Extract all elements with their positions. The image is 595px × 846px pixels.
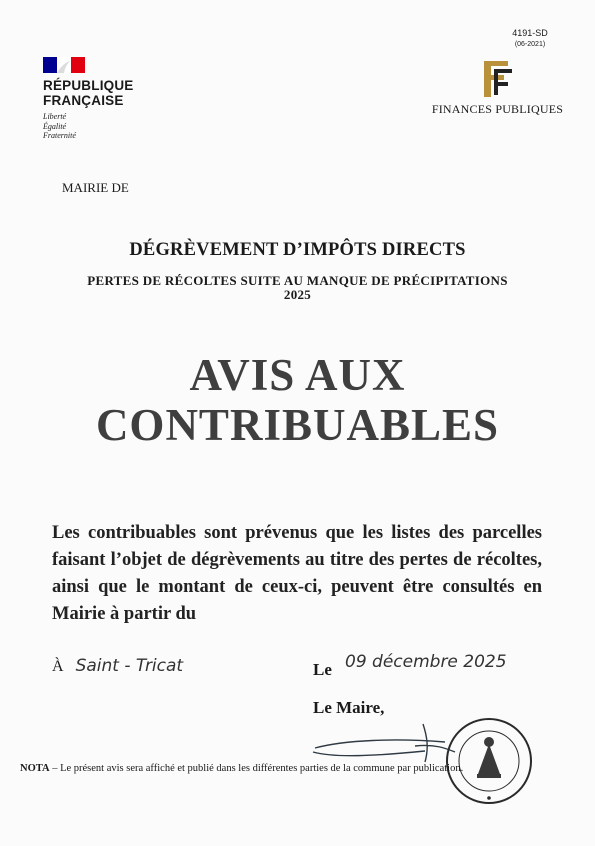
avis-line-1: AVIS AUX xyxy=(189,350,406,400)
subtitle-line-1: PERTES DE RÉCOLTES SUITE AU MANQUE DE PRÉCIPITATIONS xyxy=(87,273,508,288)
nota-line xyxy=(20,763,463,774)
date-handwritten: 09 décembre 2025 xyxy=(345,652,507,672)
document-title: DÉGRÈVEMENT D’IMPÔTS DIRECTS xyxy=(129,240,466,260)
notice-body: Les contribuables sont prévenus que les listes des parcelles faisant l’objet de dégrèvements au titre des pertes de récoltes, ainsi que le montant de ceux-ci, peuvent être consultés en Mairie à partir du xyxy=(52,523,542,624)
mairie-label: MAIRIE DE xyxy=(62,180,129,195)
finances-publiques-label: FINANCES PUBLIQUES xyxy=(431,102,564,116)
subtitle-line-2: 2025 xyxy=(283,287,312,302)
finances-publiques-logo-icon xyxy=(478,57,514,99)
republic-line-1: RÉPUBLIQUE xyxy=(43,78,134,93)
place-handwritten: Saint - Tricat xyxy=(75,656,184,676)
republique-francaise-logo xyxy=(43,78,134,108)
form-version: (06-2021) xyxy=(514,41,546,48)
motto-fraternite: Fraternité xyxy=(43,131,76,140)
document-subtitle xyxy=(40,274,555,302)
nota-label: NOTA xyxy=(20,763,50,774)
date-prefix: Le xyxy=(313,660,332,679)
form-number: 4191-SD xyxy=(512,28,548,38)
republic-motto xyxy=(43,112,76,141)
signature-icon xyxy=(305,718,460,766)
place-line xyxy=(52,656,183,676)
motto-liberte: Liberté xyxy=(43,112,67,121)
motto-egalite: Égalité xyxy=(43,121,67,131)
republic-line-2: FRANÇAISE xyxy=(43,93,124,108)
mairie-stamp-icon xyxy=(444,716,534,806)
signatory-label: Le Maire, xyxy=(313,698,385,717)
place-prefix: À xyxy=(52,658,64,675)
republique-flag-icon xyxy=(43,57,85,73)
form-code xyxy=(505,27,555,51)
nota-text: – Le présent avis sera affiché et publié dans les différentes parties de la commune par publication. xyxy=(49,763,464,774)
avis-line-2: CONTRIBUABLES xyxy=(95,400,500,450)
avis-heading xyxy=(0,350,595,450)
